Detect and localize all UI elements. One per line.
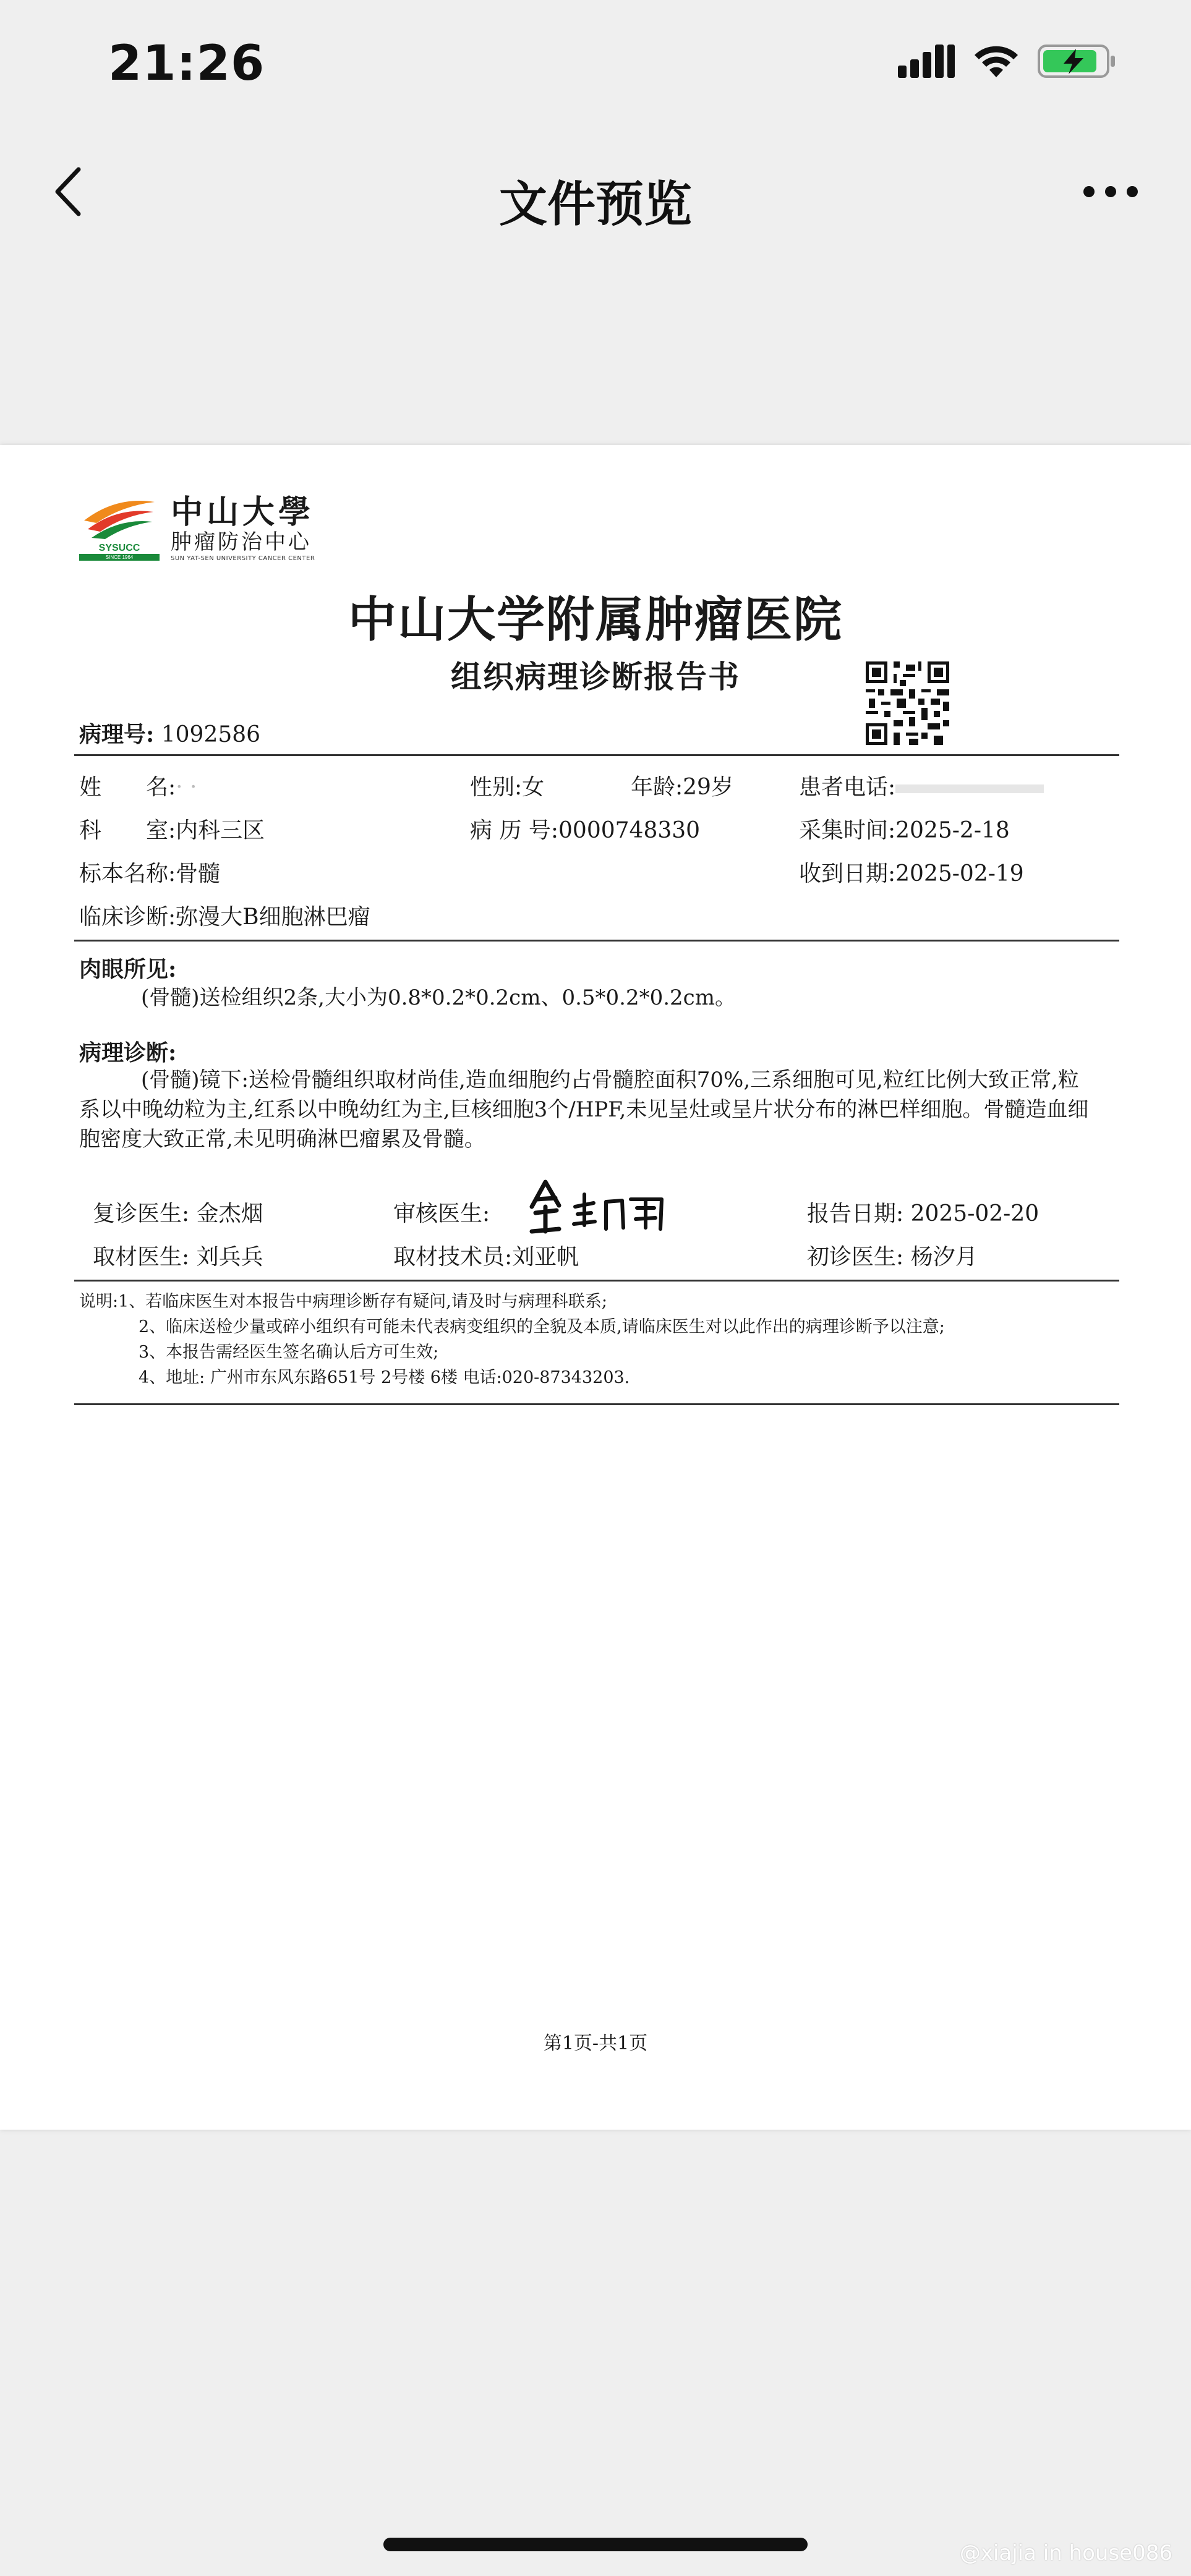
gross-text-content: (骨髓)送检组织2条,大小为0.8*0.2*0.2cm、0.5*0.2*0.2cm。 (141, 985, 736, 1010)
hospital-name: 中山大学附属肿瘤医院 (348, 592, 843, 648)
field-phone-redacted (895, 784, 1044, 793)
field-clinical-diagnosis: 临床诊断:弥漫大B细胞淋巴瘤 (79, 904, 370, 930)
status-icons (898, 43, 1117, 79)
report-date: 报告日期: 2025-02-20 (807, 1201, 1039, 1226)
logo-subtitle: 肿瘤防治中心 (171, 530, 312, 555)
more-dots-icon (1083, 185, 1138, 198)
note-line-1: 说明:1、若临床医生对本报告中病理诊断存有疑问,请及时与病理科联系; (79, 1292, 607, 1311)
divider-top (74, 754, 1119, 756)
field-received-date: 收到日期:2025-02-19 (799, 861, 1024, 886)
field-name (79, 770, 197, 801)
field-collect-time: 采集时间:2025-2-18 (799, 818, 1010, 843)
sampling-technician: 取材技术员:刘亚帆 (393, 1244, 579, 1270)
field-gender: 性别:女 (470, 775, 545, 800)
gross-heading: 肉眼所见: (79, 956, 177, 982)
field-record-no: 病 历 号:0000748330 (470, 818, 701, 843)
document-page (0, 445, 1191, 2130)
diagnosis-text-content: (骨髓)镜下:送检骨髓组织取材尚佳,造血细胞约占骨髓腔面积70%,三系细胞可见,粒红比例大致正常,粒系以中晚幼粒为主,红系以中晚幼红为主,巨核细胞3个/HPF,未见呈灶或呈片状分布的淋巴样细胞。骨髓造血细胞密度大致正常,未见明确淋巴瘤累及骨髓。 (79, 1068, 1089, 1152)
field-dept: 科 室:内科三区 (79, 818, 265, 843)
note-line-4: 4、地址: 广州市东风东路651号 2号楼 6楼 电话:020-87343203. (139, 1368, 630, 1387)
note-line-2: 2、临床送检少量或碎小组织有可能未代表病变组织的全貌及本质,请临床医生对以此作出的病理诊断予以注意; (139, 1317, 945, 1337)
logo-text (171, 495, 315, 562)
sampling-doctor: 取材医生: 刘兵兵 (93, 1244, 263, 1270)
diagnosis-text (79, 1065, 1099, 1154)
cellular-signal-icon (898, 45, 955, 78)
field-name-value: · · (176, 775, 197, 800)
hospital-logo (79, 495, 315, 562)
status-bar (0, 0, 1191, 124)
battery-charging-icon (1038, 43, 1117, 79)
audit-doctor-label: 审核医生: (393, 1201, 490, 1226)
field-age: 年龄:29岁 (631, 775, 733, 800)
page-title: 文件预览 (498, 177, 692, 232)
divider-notes (74, 1403, 1119, 1405)
gross-text (79, 983, 1099, 1013)
logo-abbr: SYSUCC (98, 542, 140, 553)
logo-emblem (79, 496, 160, 561)
divider-signatures (74, 1280, 1119, 1282)
pathology-number (79, 717, 260, 749)
audit-doctor-signature (513, 1170, 668, 1238)
report-notes (79, 1289, 945, 1390)
field-specimen: 标本名称:骨髓 (79, 861, 221, 886)
pathology-number-label: 病理号: (79, 721, 155, 747)
field-phone (799, 770, 1044, 801)
divider-info (74, 940, 1119, 942)
logo-emblem-icon (79, 496, 160, 540)
field-phone-label: 患者电话: (799, 775, 896, 800)
field-name-label: 姓 名: (79, 775, 176, 800)
nav-bar (0, 142, 1191, 241)
home-indicator[interactable] (383, 2538, 808, 2551)
pathology-number-value: 1092586 (161, 722, 261, 747)
qr-code-icon (866, 661, 949, 745)
diagnosis-heading: 病理诊断: (79, 1040, 177, 1066)
page-number: 第1页-共1页 (543, 2033, 648, 2054)
status-time: 21:26 (108, 36, 265, 91)
wifi-icon (972, 44, 1020, 79)
report-title: 组织病理诊断报告书 (451, 658, 740, 695)
more-options-button[interactable] (1074, 167, 1148, 216)
logo-name: 中山大學 (171, 493, 315, 531)
initial-doctor: 初诊医生: 杨汐月 (807, 1244, 978, 1270)
watermark: @xiajia in house086 (959, 2541, 1172, 2565)
logo-english: SUN YAT-SEN UNIVERSITY CANCER CENTER (171, 555, 315, 562)
note-line-3: 3、本报告需经医生签名确认后方可生效; (139, 1343, 439, 1362)
review-doctor: 复诊医生: 金杰烟 (93, 1201, 263, 1226)
logo-since: SINCE 1964 (79, 554, 160, 561)
